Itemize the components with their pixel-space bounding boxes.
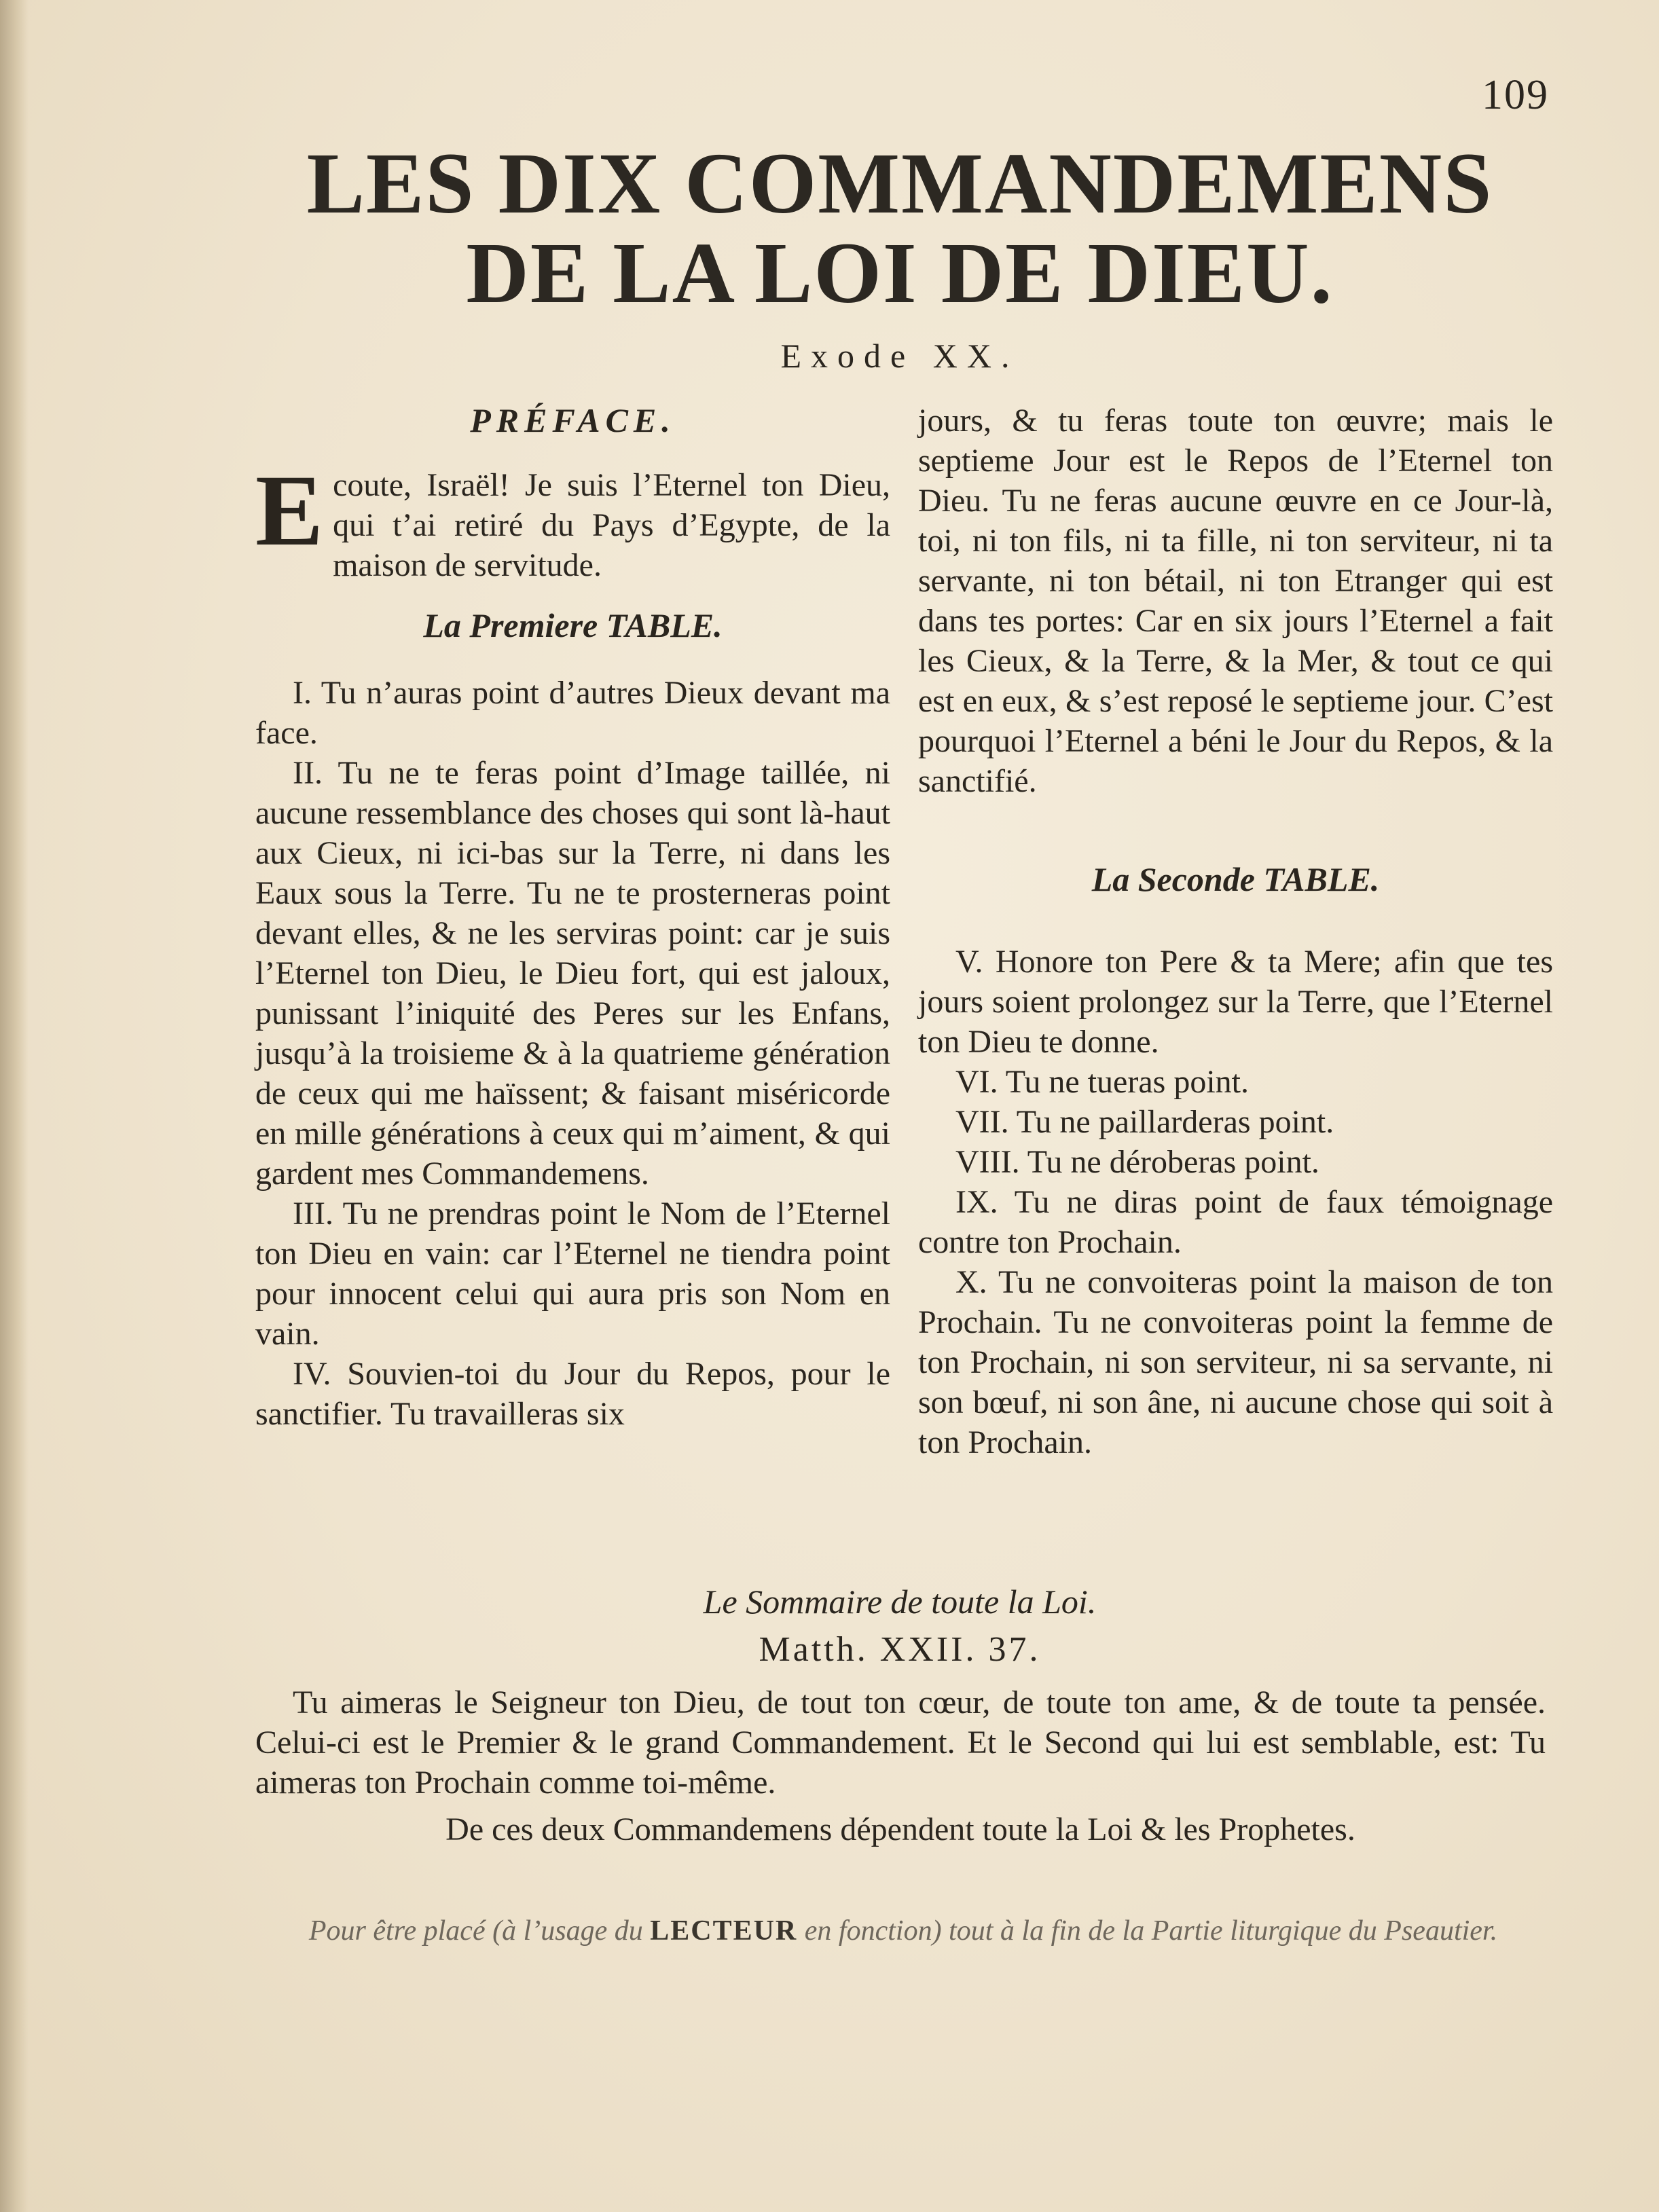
preface-heading: PRÉFACE. [470,401,676,439]
right-column [918,401,1553,1462]
summary-heading: Le Sommaire de toute la Loi. [703,1583,1097,1621]
footer-note-caps: LECTEUR [650,1915,798,1947]
commandment-7: VII. Tu ne paillarderas point. [955,1104,1334,1140]
footer-note [251,1915,1555,1947]
summary-text: Tu aimeras le Seigneur ton Dieu, de tout ton cœur, de toute ton ame, & de toute ta pensée. Celui-ci est le Premier & le grand Commandement. Et le Second qui lui est semblable, est: Tu aimeras ton Prochain comme toi-même. [255,1684,1546,1801]
summary-reference: Matth. XXII. 37. [759,1630,1041,1669]
footer-note-before: Pour être placé (à l’usage du [308,1915,651,1947]
commandment-1: I. Tu n’auras point d’autres Dieux devant ma face. [255,675,890,751]
drop-cap: E [255,454,324,567]
preface-text: coute, Israël! Je suis l’Eternel ton Dieu, qui t’ai retiré du Pays d’Egypte, de la maison de servitude. [333,467,890,583]
left-column [255,401,890,1434]
commandment-4-continuation: jours, & tu feras toute ton œuvre; mais le septieme Jour est le Repos de l’Eternel ton Dieu. Tu ne feras aucune œuvre en ce Jour-là, toi, ni ton fils, ni ta fille, ni ton serviteur, ni ta servante, ni ton bétail, ni ton Etranger qui est dans tes portes: Car en six jours l’Eternel a fait les Cieux, & la Terre, & la Mer, & tout ce qui est en eux, & s’est reposé le septieme jour. C’est pourquoi l’Eternel a béni le Jour du Repos, & la sanctifié. [918,403,1553,799]
commandment-5: V. Honore ton Pere & ta Mere; afin que tes jours soient prolongez sur la Terre, que l’Eternel ton Dieu te donne. [918,944,1553,1060]
summary-conclusion: De ces deux Commandemens dépendent toute la Loi & les Prophetes. [445,1811,1355,1847]
summary-block [255,1682,1546,1849]
first-table-heading: La Premiere TABLE. [423,606,723,644]
scripture-source: Exode XX. [780,337,1019,375]
commandment-2: II. Tu ne te feras point d’Image taillée, ni aucune ressemblance des choses qui sont là-haut aux Cieux, ni ici-bas sur la Terre, ni dans les Eaux sous la Terre. Tu ne te prosterneras point devant elles, & ne les serviras point: car je suis l’Eternel ton Dieu, le Dieu fort, qui est jaloux, punissant l’iniquité des Peres sur les Enfans, jusqu’à la troisieme & à la quatrieme génération de ceux qui me haïssent; & faisant miséricorde en mille générations à ceux qui m’aiment, & qui gardent mes Commandemens. [255,755,890,1192]
commandment-4: IV. Souvien-toi du Jour du Repos, pour le sanctifier. Tu travailleras six [255,1356,890,1432]
commandment-9: IX. Tu ne diras point de faux témoignage contre ton Prochain. [918,1184,1553,1260]
commandment-8: VIII. Tu ne déroberas point. [955,1144,1319,1180]
footer-note-after: en fonction) tout à la fin de la Partie liturgique du Pseautier. [797,1915,1498,1947]
page-binding-shadow [0,0,29,2212]
commandment-3: III. Tu ne prendras point le Nom de l’Eternel ton Dieu en vain: car l’Eternel ne tiendra point pour innocent celui qui aura pris son Nom en vain. [255,1196,890,1352]
page-number: 109 [1482,72,1549,118]
page-title-line-1: LES DIX COMMANDEMENS [306,135,1493,232]
commandment-10: X. Tu ne convoiteras point la maison de ton Prochain. Tu ne convoiteras point la femme de ton Prochain, ni son serviteur, ni sa servante, ni son bœuf, ni son âne, ni aucune chose qui soit à ton Prochain. [918,1264,1553,1460]
commandment-6: VI. Tu ne tueras point. [955,1064,1249,1100]
second-table-heading: La Seconde TABLE. [1091,860,1380,898]
preface-paragraph [255,454,890,585]
page-title-line-2: DE LA LOI DE DIEU. [466,225,1334,321]
